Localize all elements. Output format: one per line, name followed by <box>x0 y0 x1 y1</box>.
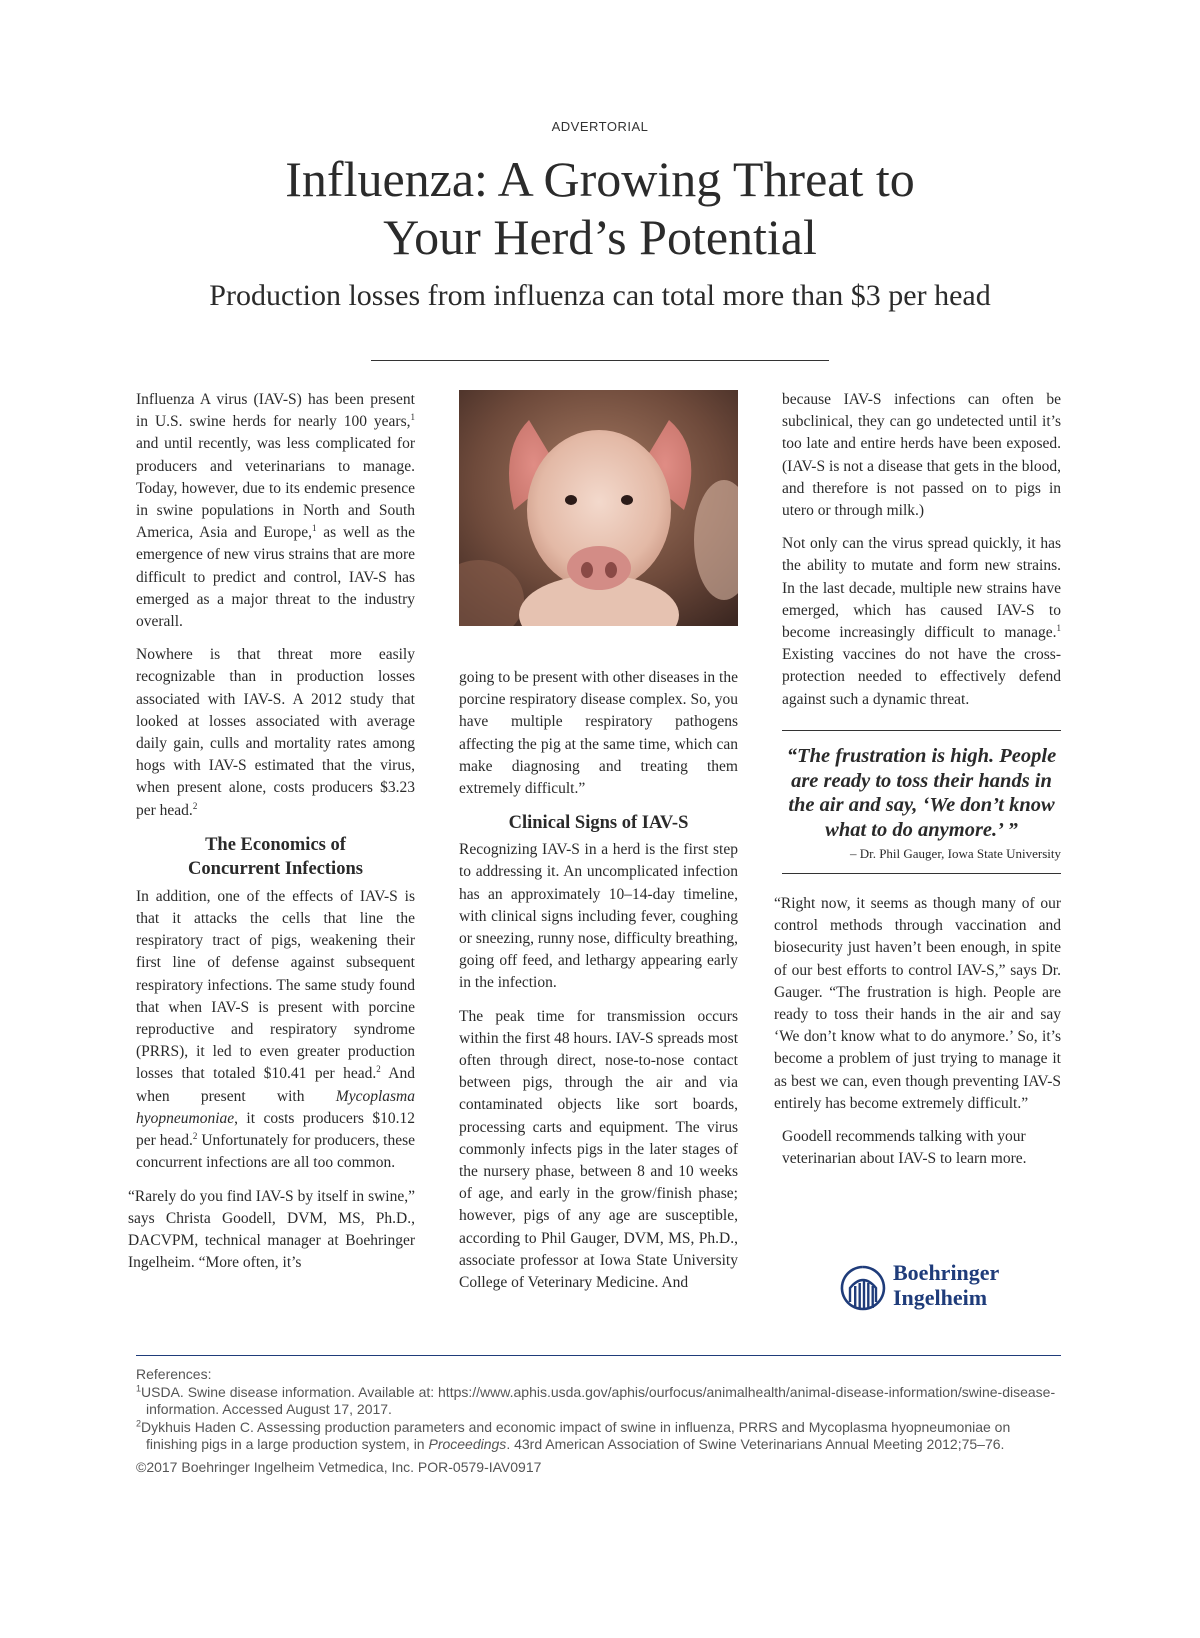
piglet-illustration <box>459 390 738 626</box>
article-column-2 <box>459 667 738 1305</box>
advertorial-label: ADVERTORIAL <box>551 119 649 134</box>
paragraph: Nowhere is that threat more easily recognizable than in production losses associated with IAV-S. A 2012 study that looked at losses associated with average daily gain, culls and mortality rates among hogs with IAV-S estimated that the virus, when present alone, costs producers $3.23 per head.$^2$ <box>136 646 415 819</box>
references <box>136 1366 1066 1477</box>
reference-item: $^2$Dykhuis Haden C. Assessing production parameters and economic impact of swine in influenza, PRRS and Mycoplasma hyopneumoniae on finishing pigs in a large production system, in Proceedings. 43rd American Association of Swine Veterinarians Annual Meeting 2012;75–76. <box>136 1418 1011 1453</box>
logo-wordmark: Boehringer Ingelheim <box>893 1260 1000 1310</box>
pullquote-top-rule <box>782 730 1061 731</box>
references-divider <box>136 1355 1061 1356</box>
piglet-photo <box>459 390 738 626</box>
section-heading-clinical-signs: Clinical Signs of IAV-S <box>508 813 689 834</box>
article-column-1 <box>128 389 415 1285</box>
paragraph: The peak time for transmission occurs within the first 48 hours. IAV-S spreads most often through direct, nose-to-nose contact between pigs, through the air and via contaminated objects like sort boards, processing carts and equipment. The virus commonly infects pigs in the later stages of the nursery phase, between 8 and 10 weeks of age, and early in the grow/finish phase; however, pigs of any age are susceptible, according to Phil Gauger, DVM, MS, Ph.D., associate professor at Iowa State University College of Veterinary Medicine. And <box>459 1007 738 1292</box>
reference-item: $^1$USDA. Swine disease information. Available at: https://www.aphis.usda.gov/aphis/ourfocus/animalhealth/animal-disease-information/swine-disease-information. Accessed August 17, 2017. <box>136 1382 1056 1418</box>
paragraph: Not only can the virus spread quickly, it has the ability to mutate and form new strains. In the last decade, multiple new strains have emerged, which has caused IAV-S to become increasingly difficult to manage.$^1$ Existing vaccines do not have the cross-protection needed to effectively defend against such a dynamic threat. <box>782 535 1061 708</box>
paragraph: because IAV-S infections can often be subclinical, they can go undetected until it’s too late and entire herds have been exposed. (IAV-S is not a disease that gets in the blood, and therefore is not passed on to pigs in utero or through milk.) <box>782 391 1061 520</box>
pull-quote: “The frustration is high. People are ready to toss their hands in the air and say, ‘We don’t know what to do anymore.’ ” <box>786 745 1057 841</box>
paragraph: Influenza A virus (IAV-S) has been present in U.S. swine herds for nearly 100 years,$^1$ and until recently, was less complicated for producers and veterinarians to manage. Today, however, due to its endemic presence in swine populations in North and South America, Asia and Europe,$^1$ as well as the emergence of new virus strains that are more difficult to predict and control, IAV-S has emerged as a major threat to the industry overall. <box>136 391 415 631</box>
references-heading: References: <box>136 1366 212 1382</box>
article-column-3 <box>782 389 1061 722</box>
title-divider <box>371 360 829 361</box>
section-heading-economics: The Economics of Concurrent Infections <box>188 834 363 879</box>
boehringer-ingelheim-logo-icon <box>840 1264 886 1312</box>
subheadline: Production losses from influenza can total more than $3 per head <box>209 279 991 312</box>
paragraph: going to be present with other diseases in the porcine respiratory disease complex. So, you have multiple respiratory pathogens affecting the pig at the same time, which can make diagnosing and treating them extremely difficult.” <box>459 669 738 798</box>
headline <box>100 150 1100 266</box>
boehringer-ingelheim-logo <box>840 1260 1040 1320</box>
pull-quote-attribution: – Dr. Phil Gauger, Iowa State University <box>849 846 1061 861</box>
paragraph: Recognizing IAV-S in a herd is the first step to addressing it. An uncomplicated infection has an approximately 10–14-day timeline, with clinical signs including fever, coughing or sneezing, runny nose, difficulty breathing, going off feed, and lethargy appearing early in the infection. <box>459 841 738 992</box>
article-column-3-continued <box>774 893 1061 1181</box>
paragraph: Goodell recommends talking with your veterinarian about IAV-S to learn more. <box>782 1128 1027 1168</box>
pullquote-bottom-rule <box>782 873 1061 874</box>
headline-line-1: Influenza: A Growing Threat to <box>285 151 915 207</box>
copyright-line: ©2017 Boehringer Ingelheim Vetmedica, Inc. POR-0579-IAV0917 <box>136 1458 542 1475</box>
paragraph: “Rarely do you find IAV-S by itself in swine,” says Christa Goodell, DVM, MS, Ph.D., DACVPM, technical manager at Boehringer Ingelheim. “More often, it’s <box>128 1187 415 1272</box>
paragraph: “Right now, it seems as though many of our control methods through vaccination and biosecurity just haven’t been enough, in spite of our best efforts to control IAV-S,” says Dr. Gauger. “The frustration is high. People are ready to toss their hands in the air and say ‘We don’t know what to do anymore.’ So, it’s become a problem of just trying to manage it as best we can, even though preventing IAV-S entirely has become extremely difficult.” <box>774 895 1061 1112</box>
paragraph: In addition, one of the effects of IAV-S is that it attacks the cells that line the respiratory tract of pigs, weakening their first line of defense against subsequent respiratory infections. The same study found that when IAV-S is present with porcine reproductive and respiratory syndrome (PRRS), it led to even greater production losses that totaled $10.41 per head.$^2$ And when present with Mycoplasma hyopneumoniae, it costs producers $10.12 per head.$^2$ Unfortunately for producers, these concurrent infections are all too common. <box>136 887 415 1172</box>
headline-line-2: Your Herd’s Potential <box>383 209 817 265</box>
